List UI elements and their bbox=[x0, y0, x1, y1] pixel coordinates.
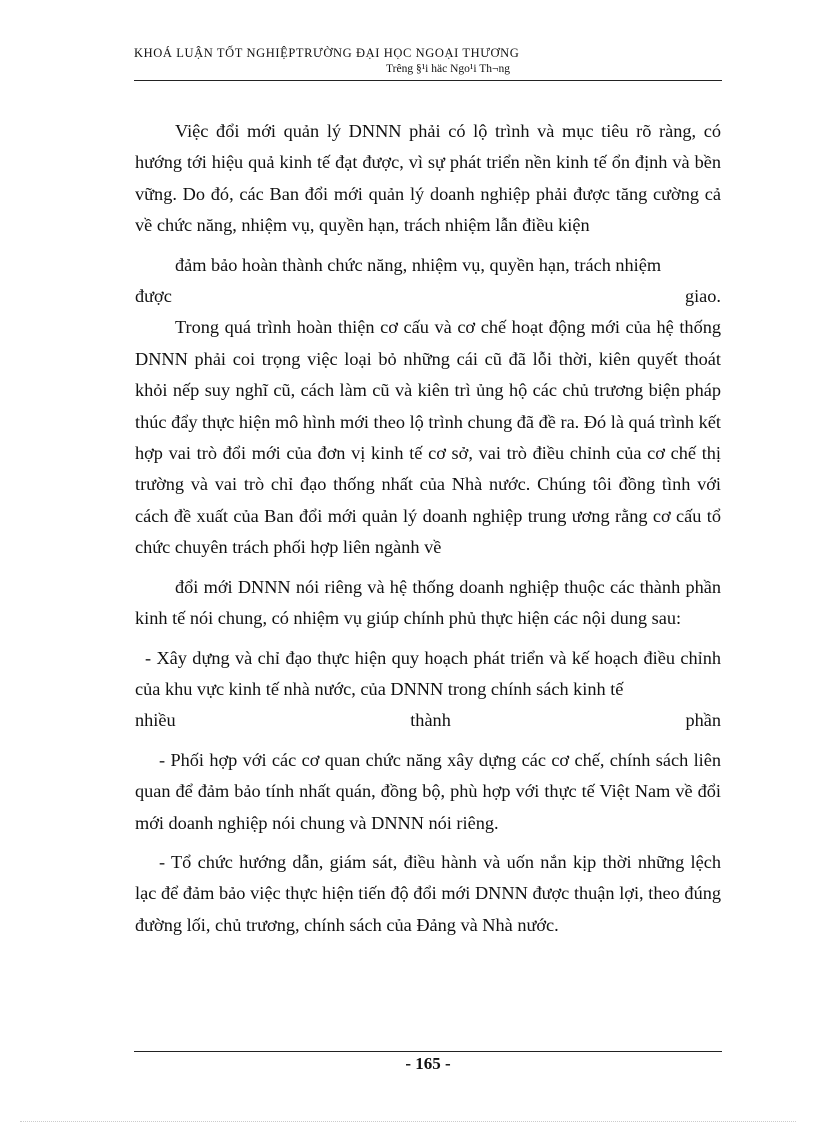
bullet-item-1-text: - Xây dựng và chỉ đạo thực hiện quy hoạch phát triển và kế hoạch điều chỉnh của khu vực kinh tế nhà nước, của DNNN trong chính sách kinh tế bbox=[135, 647, 721, 699]
header-title: KHOÁ LUẬN TỐT NGHIỆPTRƯỜNG ĐẠI HỌC NGOẠI THƯƠNG bbox=[134, 46, 520, 60]
bullet-item-1 bbox=[135, 643, 721, 737]
document-body bbox=[135, 116, 721, 941]
page-number: - 165 - bbox=[405, 1054, 451, 1073]
bullet-item-1-word-1: nhiều bbox=[135, 710, 176, 731]
bullet-item-3: - Tổ chức hướng dẫn, giám sát, điều hành và uốn nắn kịp thời những lệch lạc để đảm bảo việc thực hiện tiến độ đổi mới DNNN được thuận lợi, theo đúng đường lối, chủ trương, chính sách của Đảng và Nhà nước. bbox=[135, 851, 721, 935]
paragraph-2 bbox=[135, 250, 721, 313]
paragraph-3: Trong quá trình hoàn thiện cơ cấu và cơ chế hoạt động mới của hệ thống DNNN phải coi trọng việc loại bỏ những cái cũ đã lỗi thời, kiên quyết thoát khỏi nếp suy nghĩ cũ, cách làm cũ và kiên trì ủng hộ các chủ trương biện pháp thúc đẩy thực hiện mô hình mới theo lộ trình chung đã đề ra. Đó là quá trình kết hợp vai trò đổi mới của đơn vị kinh tế cơ sở, vai trò điều chỉnh của cơ chế thị trường và vai trò chỉ đạo thống nhất của Nhà nước. Chúng tôi đồng tình với cách đề xuất của Ban đổi mới quản lý doanh nghiệp trung ương rằng cơ cấu tổ chức chuyên trách phối hợp liên ngành về bbox=[135, 317, 721, 558]
footer-divider bbox=[134, 1051, 722, 1052]
paragraph-1: Việc đổi mới quản lý DNNN phải có lộ trình và mục tiêu rõ ràng, có hướng tới hiệu quả kinh tế đạt được, vì sự phát triển nền kinh tế ổn định và bền vững. Do đó, các Ban đổi mới quản lý doanh nghiệp phải được tăng cường cả về chức năng, nhiệm vụ, quyền hạn, trách nhiệm lẫn điều kiện bbox=[135, 121, 721, 236]
paragraph-2-line-2 bbox=[135, 281, 721, 312]
paragraph-2-word-2: giao. bbox=[684, 286, 721, 307]
bullet-item-1-word-3: phần bbox=[685, 710, 721, 731]
paragraph-2-word-1: được bbox=[135, 286, 172, 307]
paragraph-2-line-1: đảm bảo hoàn thành chức năng, nhiệm vụ, quyền hạn, trách nhiệm bbox=[175, 254, 662, 275]
header-subtitle: Trêng §¹i häc Ngo¹i Th¬ng bbox=[386, 63, 510, 75]
bullet-item-2: - Phối hợp với các cơ quan chức năng xây dựng các cơ chế, chính sách liên quan để đảm bảo tính nhất quán, đồng bộ, phù hợp với thực tế Việt Nam về đổi mới doanh nghiệp nói chung và DNNN nói riêng. bbox=[135, 749, 721, 833]
page-header bbox=[134, 46, 722, 75]
bullet-item-1-word-2: thành bbox=[410, 710, 451, 731]
paragraph-4: đổi mới DNNN nói riêng và hệ thống doanh nghiệp thuộc các thành phần kinh tế nói chung, có nhiệm vụ giúp chính phủ thực hiện các nội dung sau: bbox=[135, 576, 721, 629]
bullet-item-1-last-line bbox=[135, 705, 721, 736]
page-bottom-edge bbox=[20, 1121, 796, 1122]
header-divider bbox=[134, 80, 722, 81]
